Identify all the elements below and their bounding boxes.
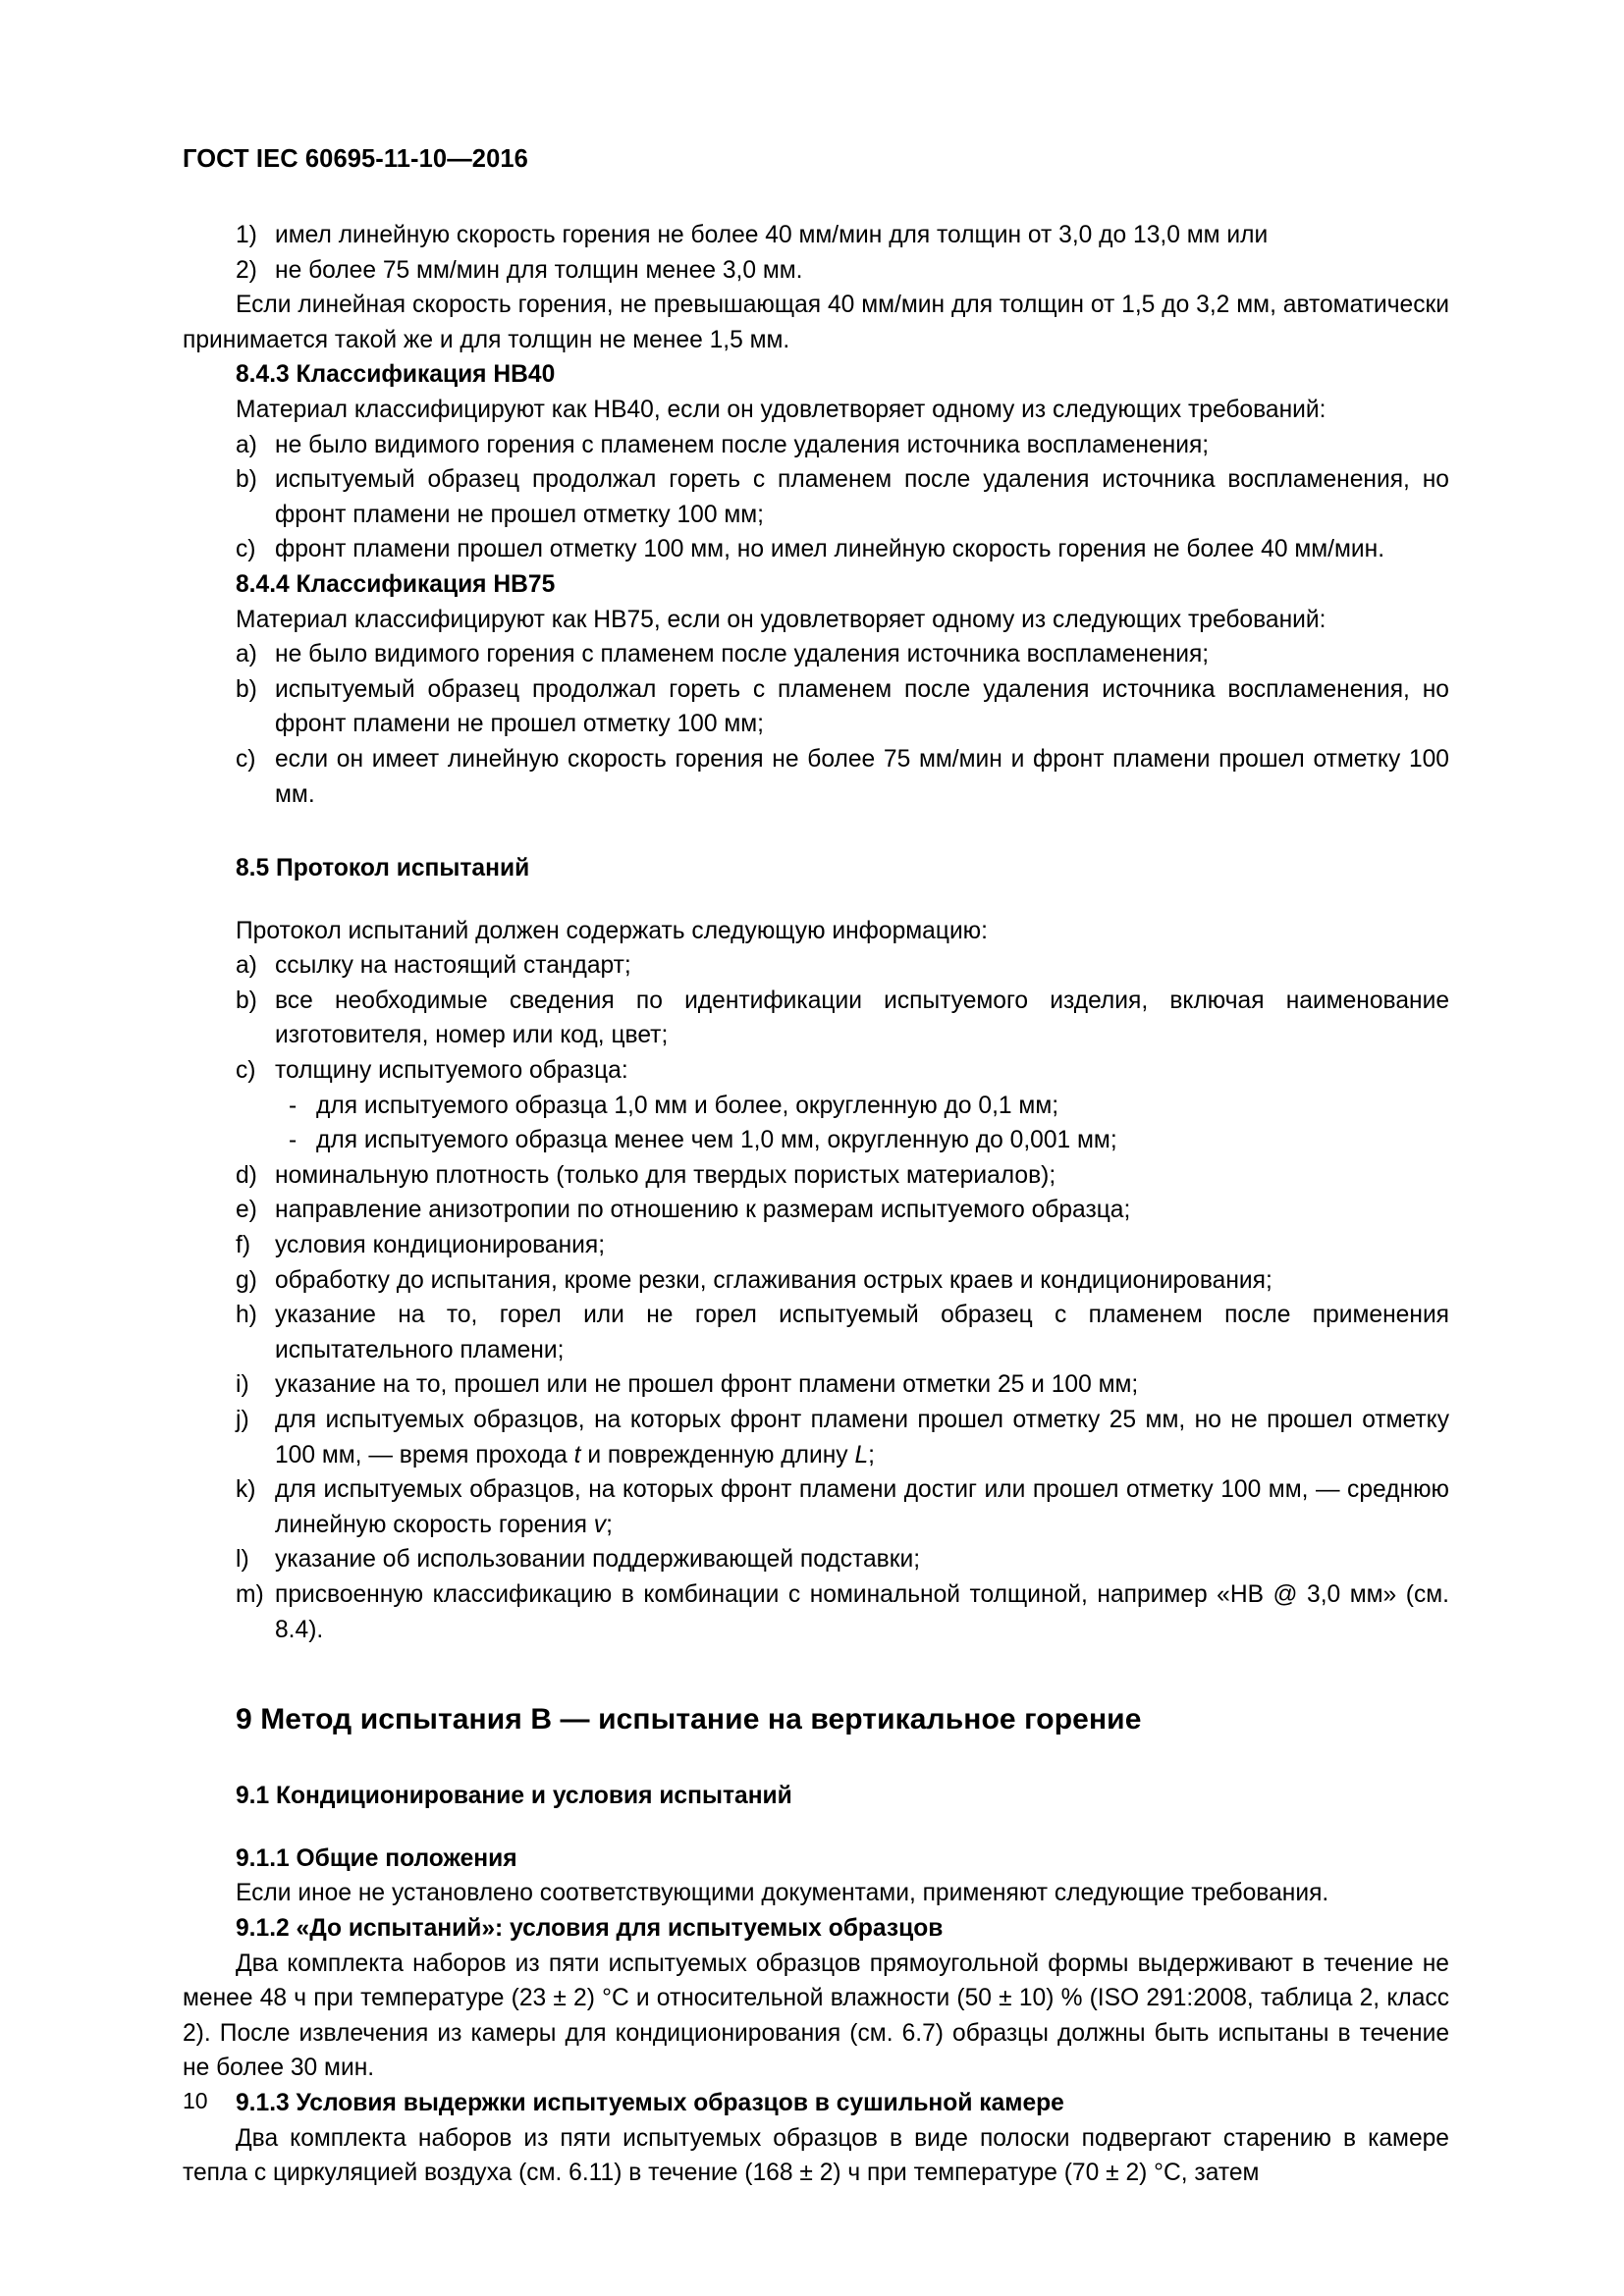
paragraph: Материал классифицируют как HB75, если он удовлетворяет одному из следующих требований:	[236, 606, 1326, 633]
list-item	[183, 742, 1449, 812]
heading-8-4-3: 8.4.3 Классификация HB40	[236, 361, 556, 389]
list-text-part: для испытуемых образцов, на которых фронт пламени достиг или прошел отметку 100 мм, — среднюю линейную скорость горения	[275, 1476, 1449, 1538]
list-item	[183, 1053, 1449, 1089]
list-marker: h)	[236, 1302, 257, 1329]
list-marker: i)	[236, 1371, 249, 1399]
list-text: испытуемый образец продолжал гореть с пламенем после удаления источника воспламенения, но фронт пламени не прошел отметку 100 мм;	[275, 466, 1449, 528]
list-text-part: и поврежденную длину	[580, 1441, 855, 1468]
list-item	[183, 1472, 1449, 1542]
list-marker: -	[289, 1127, 298, 1154]
list-text: не более 75 мм/мин для толщин менее 3,0 мм.	[275, 256, 803, 284]
list-text: обработку до испытания, кроме резки, сглаживания острых краев и кондиционирования;	[275, 1266, 1272, 1294]
running-header: ГОСТ IEC 60695-11-10—2016	[183, 145, 528, 173]
list-text-part: ;	[606, 1511, 613, 1538]
list-item	[183, 1228, 1449, 1263]
variable-L: L	[854, 1441, 869, 1468]
heading-9-1-1: 9.1.1 Общие положения	[236, 1844, 517, 1872]
list-text: указание об использовании поддерживающей подставки;	[275, 1546, 921, 1574]
list-item	[183, 218, 1449, 253]
list-text: для испытуемого образца 1,0 мм и более, округленную до 0,1 мм;	[316, 1092, 1059, 1119]
list-text-part: ;	[868, 1441, 875, 1468]
list-marker: b)	[236, 675, 257, 703]
list-item	[183, 637, 1449, 672]
heading-8-4-4: 8.4.4 Классификация HB75	[236, 570, 556, 598]
list-marker: m)	[236, 1580, 264, 1608]
list-marker: b)	[236, 987, 257, 1014]
paragraph: Материал классифицируют как HB40, если он удовлетворяет одному из следующих требований:	[236, 396, 1326, 423]
list-marker: d)	[236, 1161, 257, 1189]
list-marker: 2)	[236, 256, 257, 284]
list-text: ссылку на настоящий стандарт;	[275, 952, 631, 980]
paragraph: Если линейная скорость горения, не превышающая 40 мм/мин для толщин от 1,5 до 3,2 мм, автоматически принимается такой же и для толщин не менее 1,5 мм.	[183, 292, 1449, 353]
list-marker: l)	[236, 1546, 249, 1574]
list-text: не было видимого горения с пламенем после удаления источника воспламенения;	[275, 431, 1210, 458]
list-marker: b)	[236, 466, 257, 494]
list-text: не было видимого горения с пламенем после удаления источника воспламенения;	[275, 641, 1210, 668]
paragraph: Протокол испытаний должен содержать следующую информацию:	[236, 917, 988, 944]
list-marker: j)	[236, 1407, 249, 1433]
list-marker: e)	[236, 1197, 257, 1224]
variable-v: v	[593, 1511, 607, 1538]
paragraph: Два комплекта наборов из пяти испытуемых образцов прямоугольной формы выдерживают в течение не менее 48 ч при температуре (23 ± 2) °С и относительной влажности (50 ± 10) % (ISO 291:2008, таблица 2, класс 2). После извлечения из камеры для кондиционирования (см. 6.7) образцы должны быть испытаны в течение не более 30 мин.	[183, 1949, 1449, 2082]
list-marker: f)	[236, 1232, 251, 1259]
list-item	[183, 1403, 1449, 1472]
list-item	[183, 672, 1449, 742]
list-text: указание на то, горел или не горел испытуемый образец с пламенем после применения испытательного пламени;	[275, 1302, 1449, 1363]
variable-t: t	[573, 1441, 581, 1468]
list-item	[183, 948, 1449, 984]
paragraph: Два комплекта наборов из пяти испытуемых образцов в виде полоски подвергают старению в камере тепла с циркуляцией воздуха (см. 6.11) в течение (168 ± 2) ч при температуре (70 ± 2) °С, затем	[183, 2124, 1449, 2187]
page-number: 10	[183, 2088, 208, 2113]
paragraph: Если иное не установлено соответствующими документами, применяют следующие требования.	[236, 1880, 1329, 1907]
heading-8-5: 8.5 Протокол испытаний	[236, 855, 530, 882]
list-text: номинальную плотность (только для твердых пористых материалов);	[275, 1161, 1056, 1189]
list-text: фронт пламени прошел отметку 100 мм, но имел линейную скорость горения не более 40 мм/мин.	[275, 536, 1385, 563]
list-item	[183, 1123, 1449, 1158]
list-text: для испытуемого образца менее чем 1,0 мм, округленную до 0,001 мм;	[316, 1127, 1117, 1154]
heading-section-9: 9 Метод испытания B — испытание на вертикальное горение	[236, 1703, 1142, 1736]
list-marker: c)	[236, 536, 256, 563]
list-text: направление анизотропии по отношению к размерам испытуемого образца;	[275, 1197, 1131, 1224]
list-item	[183, 1158, 1449, 1194]
text-flow	[183, 218, 1449, 2191]
list-item	[183, 1542, 1449, 1577]
list-marker: c)	[236, 1057, 256, 1085]
list-item	[183, 984, 1449, 1053]
list-text: если он имеет линейную скорость горения не более 75 мм/мин и фронт пламени прошел отметку 100 мм.	[275, 745, 1449, 808]
list-item	[183, 1193, 1449, 1228]
list-marker: a)	[236, 952, 257, 980]
list-marker: 1)	[236, 222, 257, 248]
list-text	[275, 1472, 1449, 1542]
list-text: указание на то, прошел или не прошел фронт пламени отметки 25 и 100 мм;	[275, 1371, 1139, 1399]
list-marker: g)	[236, 1266, 257, 1294]
list-item	[183, 1577, 1449, 1647]
heading-9-1: 9.1 Кондиционирование и условия испытаний	[236, 1783, 792, 1810]
list-item	[183, 1089, 1449, 1124]
list-text: условия кондиционирования;	[275, 1232, 606, 1259]
list-item	[183, 428, 1449, 463]
list-item	[183, 532, 1449, 567]
list-item	[183, 253, 1449, 289]
list-marker: k)	[236, 1476, 256, 1504]
list-marker: c)	[236, 745, 256, 773]
list-text	[275, 1403, 1449, 1472]
page-content	[183, 0, 1449, 2296]
list-text: все необходимые сведения по идентификации испытуемого изделия, включая наименование изготовителя, номер или код, цвет;	[275, 987, 1449, 1049]
list-item	[183, 1298, 1449, 1367]
list-text: испытуемый образец продолжал гореть с пламенем после удаления источника воспламенения, но фронт пламени не прошел отметку 100 мм;	[275, 675, 1449, 738]
list-marker: a)	[236, 641, 257, 668]
list-marker: a)	[236, 431, 257, 458]
list-text: присвоенную классификацию в комбинации с номинальной толщиной, например «HB @ 3,0 мм» (см. 8.4).	[275, 1580, 1449, 1643]
list-text-part: для испытуемых образцов, на которых фронт пламени прошел отметку 25 мм, но не прошел отметку 100 мм, — время прохода	[275, 1407, 1449, 1468]
list-marker: -	[289, 1092, 298, 1119]
heading-9-1-3: 9.1.3 Условия выдержки испытуемых образцов в сушильной камере	[236, 2089, 1064, 2116]
list-item	[183, 1367, 1449, 1403]
list-item	[183, 462, 1449, 532]
list-text: толщину испытуемого образца:	[275, 1057, 628, 1085]
list-item	[183, 1263, 1449, 1299]
list-text: имел линейную скорость горения не более 40 мм/мин для толщин от 3,0 до 13,0 мм или	[275, 222, 1269, 248]
heading-9-1-2: 9.1.2 «До испытаний»: условия для испытуемых образцов	[236, 1914, 944, 1942]
